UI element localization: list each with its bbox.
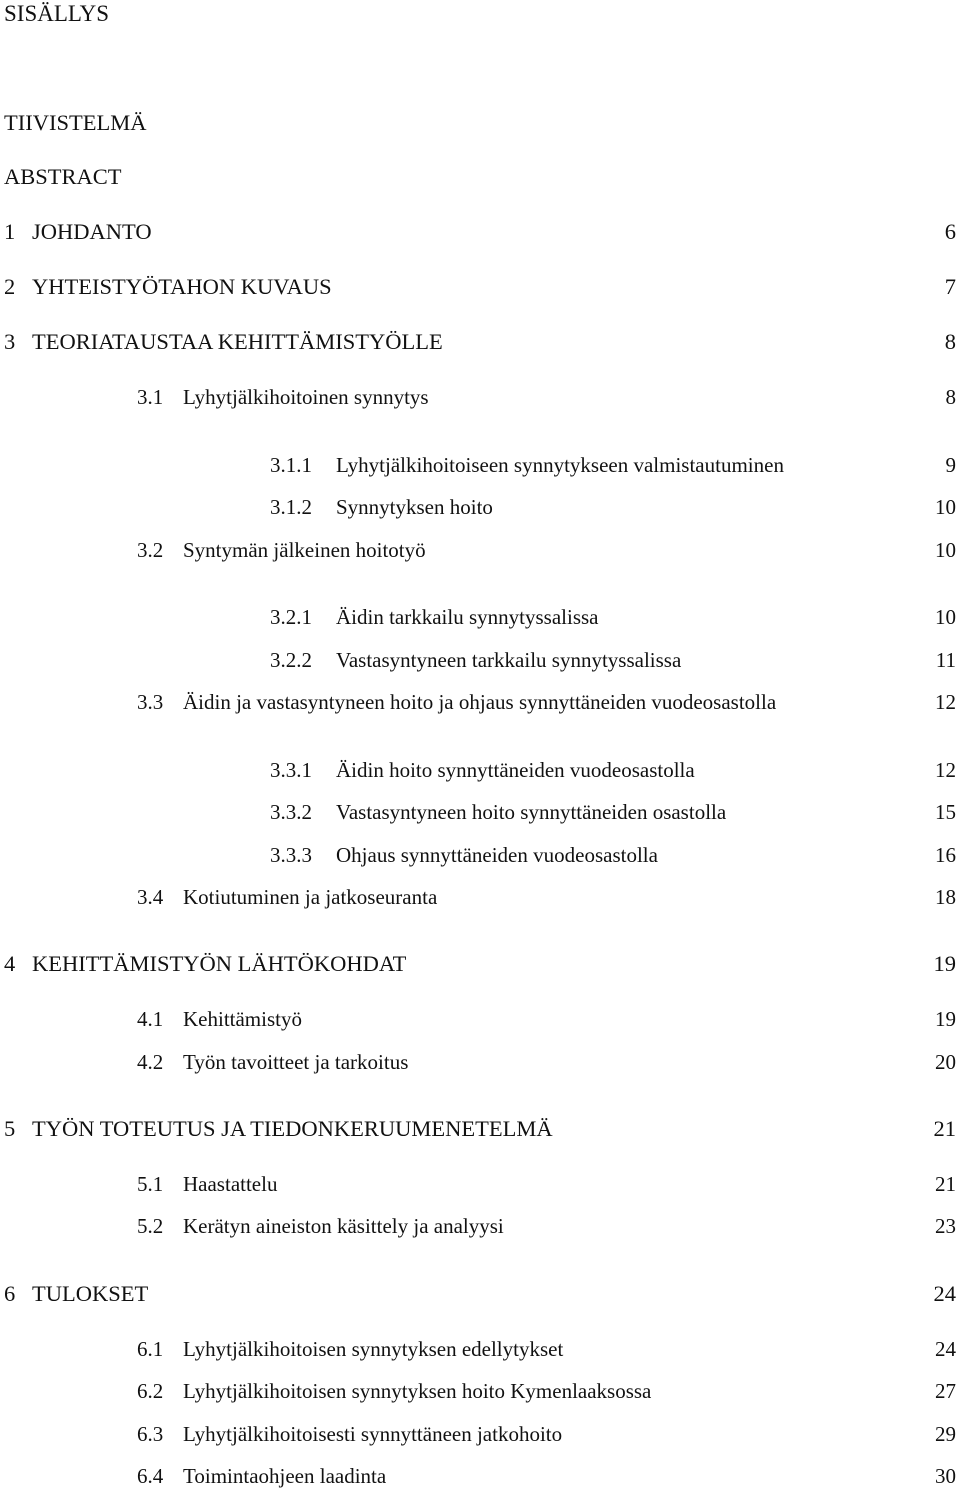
- toc-entry-number: 3.2.2: [270, 648, 312, 672]
- toc-entry-number: 4.2: [137, 1050, 164, 1074]
- toc-entry-number: 6.4: [137, 1464, 164, 1488]
- toc-entry-number: 6.3: [137, 1422, 164, 1446]
- toc-entry-number: 3.3.1: [270, 758, 312, 782]
- toc-entry-number: 4: [4, 951, 16, 976]
- toc-entry-page: 11: [935, 648, 956, 672]
- toc-entry-page: 29: [935, 1422, 956, 1446]
- toc-entry-page: 9: [945, 453, 956, 477]
- toc-entry-page: 20: [935, 1050, 956, 1074]
- toc-entry-title: Työn tavoitteet ja tarkoitus: [183, 1050, 409, 1074]
- toc-entry-title: Kerätyn aineiston käsittely ja analyysi: [183, 1214, 504, 1238]
- toc-entry-number: 3.4: [137, 885, 164, 909]
- toc-entry-number: 6.1: [137, 1337, 164, 1361]
- toc-entry-number: 3.1.2: [270, 495, 312, 519]
- toc-entry-page: 19: [933, 951, 956, 976]
- toc-entry-page: 8: [945, 385, 956, 409]
- toc-entry-title: Äidin ja vastasyntyneen hoito ja ohjaus synnyttäneiden vuodeosastolla: [183, 690, 777, 714]
- toc-entry-page: 10: [935, 538, 956, 562]
- toc-entry-number: 3.2: [137, 538, 164, 562]
- toc-entry-number: 5.1: [137, 1172, 164, 1196]
- toc-entry-number: 5: [4, 1116, 16, 1141]
- toc-entry-number: 6.2: [137, 1379, 164, 1403]
- toc-entry-page: 24: [933, 1281, 956, 1306]
- toc-entry-title: YHTEISTYÖTAHON KUVAUS: [32, 274, 332, 299]
- toc-entry-number: 5.2: [137, 1214, 164, 1238]
- page-title: SISÄLLYS: [4, 1, 110, 26]
- toc-entry-number: 2: [4, 274, 16, 299]
- toc-entry-page: 8: [944, 329, 956, 354]
- toc-entry-number: 1: [4, 219, 16, 244]
- toc-entry-number: 3.3.3: [270, 843, 312, 867]
- toc-entry-page: 15: [935, 800, 956, 824]
- toc-entry-title: Synnytyksen hoito: [336, 495, 493, 519]
- toc-entry-page: 21: [933, 1116, 956, 1141]
- toc-entry-page: 12: [935, 690, 956, 714]
- toc-entry-page: 6: [944, 219, 956, 244]
- toc-entry-page: 18: [935, 885, 956, 909]
- toc-entry-number: 3.2.1: [270, 605, 312, 629]
- toc-entry-title: TULOKSET: [32, 1281, 149, 1306]
- toc-entry-page: 12: [935, 758, 956, 782]
- toc-entry-title: Syntymän jälkeinen hoitotyö: [183, 538, 426, 562]
- toc-entry-title: ABSTRACT: [4, 164, 122, 189]
- toc-entry-title: Lyhytjälkihoitoisesti synnyttäneen jatkohoito: [183, 1422, 563, 1446]
- toc-entry-title: Lyhytjälkihoitoiseen synnytykseen valmistautuminen: [336, 453, 784, 477]
- toc-entry-title: Kehittämistyö: [183, 1007, 302, 1031]
- toc-entry-number: 4.1: [137, 1007, 164, 1031]
- toc-entry-page: 23: [935, 1214, 956, 1238]
- toc-entry-title: JOHDANTO: [32, 219, 152, 244]
- toc-entry-title: TEORIATAUSTAA KEHITTÄMISTYÖLLE: [32, 329, 443, 354]
- toc-entry-title: TIIVISTELMÄ: [4, 110, 147, 135]
- toc-entry-number: 3.3.2: [270, 800, 312, 824]
- toc-entry-title: Haastattelu: [183, 1172, 278, 1196]
- toc-entry-page: 19: [935, 1007, 956, 1031]
- toc-entry-title: Lyhytjälkihoitoinen synnytys: [183, 385, 429, 409]
- toc-entry-title: Lyhytjälkihoitoisen synnytyksen edellytykset: [183, 1337, 564, 1361]
- toc-entry-title: Ohjaus synnyttäneiden vuodeosastolla: [336, 843, 658, 867]
- toc-entry-title: TYÖN TOTEUTUS JA TIEDONKERUUMENETELMÄ: [32, 1116, 553, 1141]
- toc-entry-page: 21: [935, 1172, 956, 1196]
- toc-entry-title: Lyhytjälkihoitoisen synnytyksen hoito Kymenlaaksossa: [183, 1379, 652, 1403]
- toc-entry-number: 3.1: [137, 385, 164, 409]
- toc-entry-title: Vastasyntyneen tarkkailu synnytyssalissa: [336, 648, 682, 672]
- toc-entry-title: Äidin hoito synnyttäneiden vuodeosastolla: [336, 758, 695, 782]
- toc-entry-number: 3.1.1: [270, 453, 312, 477]
- toc-entry-page: 10: [935, 495, 956, 519]
- toc-entry-page: 10: [935, 605, 956, 629]
- toc-entry-page: 16: [935, 843, 956, 867]
- toc-entry-page: 24: [935, 1337, 956, 1361]
- toc-entry-number: 3: [4, 329, 16, 354]
- toc-entry-number: 3.3: [137, 690, 164, 714]
- toc-entry-number: 6: [4, 1281, 16, 1306]
- toc-entry-title: Kotiutuminen ja jatkoseuranta: [183, 885, 438, 909]
- toc-entry-page: 30: [935, 1464, 956, 1488]
- toc-entry-title: Toimintaohjeen laadinta: [183, 1464, 387, 1488]
- toc-entry-title: Vastasyntyneen hoito synnyttäneiden osastolla: [336, 800, 727, 824]
- toc-entry-page: 7: [944, 274, 956, 299]
- toc-entry-page: 27: [935, 1379, 956, 1403]
- toc-entry-title: KEHITTÄMISTYÖN LÄHTÖKOHDAT: [32, 951, 407, 976]
- toc-entry-title: Äidin tarkkailu synnytyssalissa: [336, 605, 599, 629]
